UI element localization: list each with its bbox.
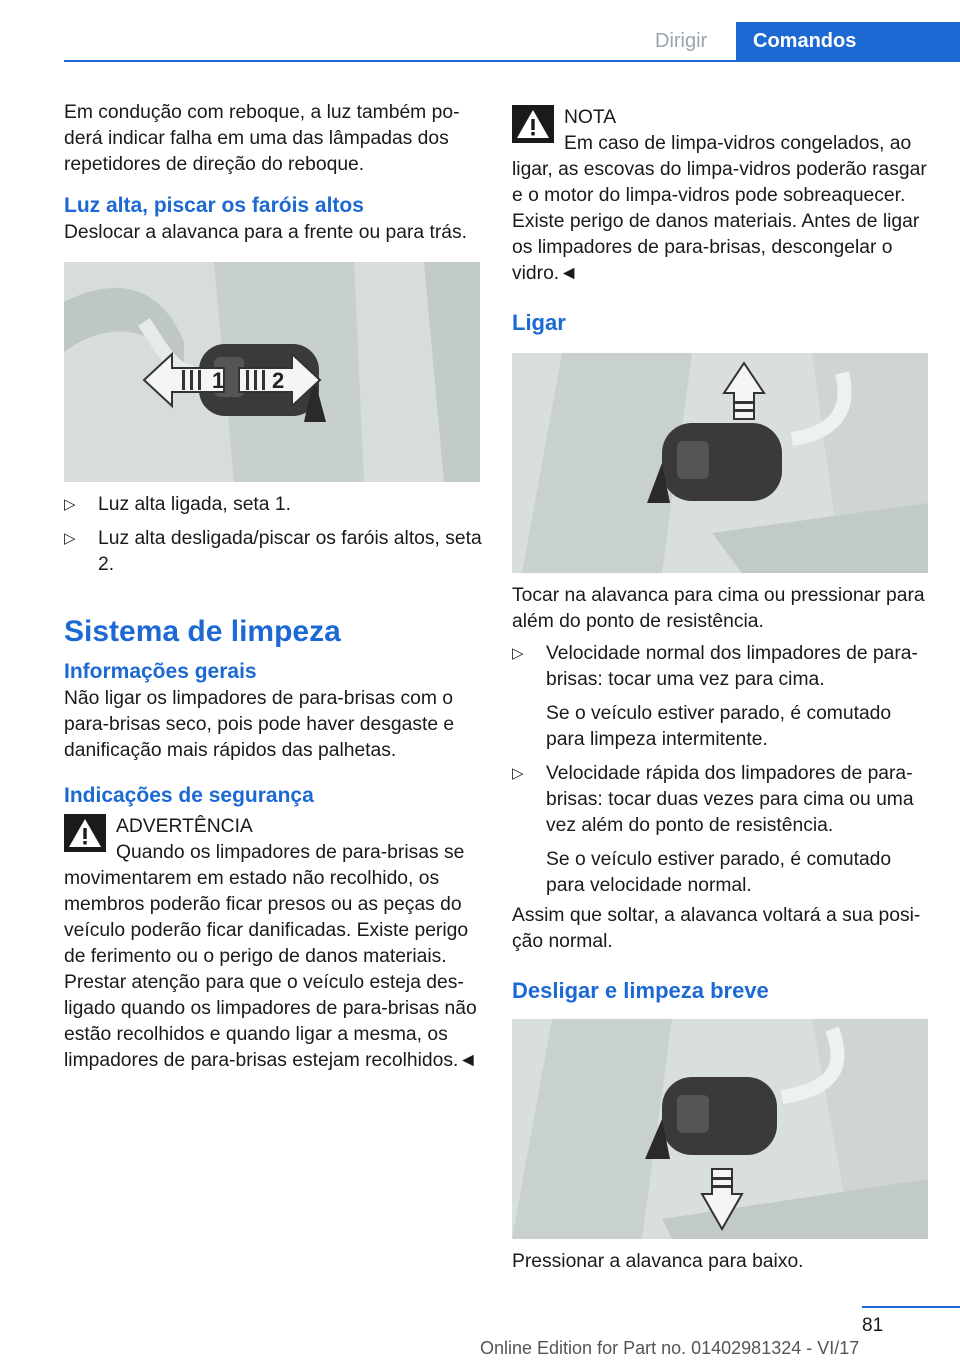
warning-notice bbox=[64, 814, 482, 1074]
left-column bbox=[64, 100, 482, 1074]
high-beam-figure bbox=[64, 262, 480, 482]
note-notice bbox=[512, 105, 930, 287]
footer-rule bbox=[862, 1306, 960, 1308]
figure-label-1: 1 bbox=[212, 368, 225, 393]
header-section: Dirigir bbox=[655, 30, 708, 52]
bullet-triangle-icon: ▷ bbox=[512, 645, 524, 662]
switch-on-list bbox=[512, 641, 930, 899]
high-beam-text: Deslocar a alavanca para a frente ou para trás. bbox=[64, 222, 467, 243]
switch-on-heading: Ligar bbox=[512, 310, 566, 335]
switch-off-heading: Desligar e limpeza breve bbox=[512, 978, 769, 1003]
release-text: Assim que soltar, a alavanca voltará a sua posição normal. bbox=[512, 905, 921, 952]
warning-triangle-icon bbox=[512, 105, 554, 143]
header-chapter-tab bbox=[736, 22, 960, 62]
high-beam-lever-illustration bbox=[64, 262, 480, 482]
bullet-triangle-icon: ▷ bbox=[512, 765, 524, 782]
warning-title: ADVERTÊNCIA bbox=[116, 816, 253, 837]
note-title: NOTA bbox=[564, 107, 617, 128]
list-item-note: Se o veículo estiver parado, é comutado para velocidade normal. bbox=[546, 849, 892, 896]
wiper-up-illustration bbox=[512, 353, 928, 573]
page-number: 81 bbox=[862, 1315, 884, 1336]
general-info-text: Não ligar os limpadores de para-brisas com o para-brisas seco, pois pode haver desgaste e danificação mais rápidos das palhetas. bbox=[64, 688, 455, 761]
list-item-text: Velocidade rápida dos limpadores de para-brisas: tocar duas vezes para cima ou uma vez além do ponto de resistência. bbox=[546, 763, 914, 836]
safety-heading: Indicações de segurança bbox=[64, 784, 314, 807]
list-item-text: Luz alta desligada/piscar os faróis altos, seta 2. bbox=[98, 528, 482, 575]
figure-label-2: 2 bbox=[272, 368, 285, 393]
switch-on-figure bbox=[512, 353, 928, 573]
edition-note: Online Edition for Part no. 01402981324 - VI/17 bbox=[480, 1338, 860, 1358]
switch-off-text: Pressionar a alavanca para baixo. bbox=[512, 1251, 804, 1272]
list-item bbox=[64, 526, 482, 578]
list-item bbox=[64, 492, 482, 518]
warning-text: Quando os limpadores de para-brisas se movimentarem em estado não recolhido, os membros poderão ficar presos ou as peças do veículo poderão ficar danificadas. Existe perigo de ferimento ou o perigo de danos materiais. Prestar atenção para que o veículo esteja desligado quando os limpadores de para-brisas não estão recolhidos e quando ligar a mesma, os limpadores de para-brisas estejam recolhidos.◄ bbox=[64, 842, 478, 1071]
warning-triangle-icon bbox=[64, 814, 106, 852]
general-info-heading: Informações gerais bbox=[64, 660, 257, 683]
list-item-text: Velocidade normal dos limpadores de para-brisas: tocar uma vez para cima. bbox=[546, 643, 918, 690]
high-beam-heading: Luz alta, piscar os faróis altos bbox=[64, 194, 364, 217]
page-header bbox=[0, 0, 960, 62]
switch-on-text: Tocar na alavanca para cima ou pressionar para além do ponto de resistência. bbox=[512, 585, 925, 632]
list-item-note: Se o veículo estiver parado, é comutado para limpeza intermitente. bbox=[546, 703, 892, 750]
list-item bbox=[512, 641, 930, 753]
list-item bbox=[512, 761, 930, 899]
bullet-triangle-icon: ▷ bbox=[64, 530, 76, 547]
high-beam-list bbox=[64, 492, 482, 578]
right-column bbox=[512, 103, 930, 1275]
wipers-heading: Sistema de limpeza bbox=[64, 615, 341, 648]
note-text: Em caso de limpa-vidros congelados, ao ligar, as escovas do limpa-vidros poderão rasgar e o motor do limpa-vidros pode sobreaquecer. Existe perigo de danos materiais. Antes de ligar os limpadores de para-brisas, descongelar o vidro.◄ bbox=[512, 133, 927, 284]
switch-off-figure bbox=[512, 1019, 928, 1239]
bullet-triangle-icon: ▷ bbox=[64, 496, 76, 513]
wiper-down-illustration bbox=[512, 1019, 928, 1239]
intro-paragraph: Em condução com reboque, a luz também poderá indicar falha em uma das lâmpadas dos repetidores de direção do reboque. bbox=[64, 102, 460, 175]
list-item-text: Luz alta ligada, seta 1. bbox=[98, 494, 291, 515]
header-chapter-label: Comandos bbox=[753, 30, 857, 52]
